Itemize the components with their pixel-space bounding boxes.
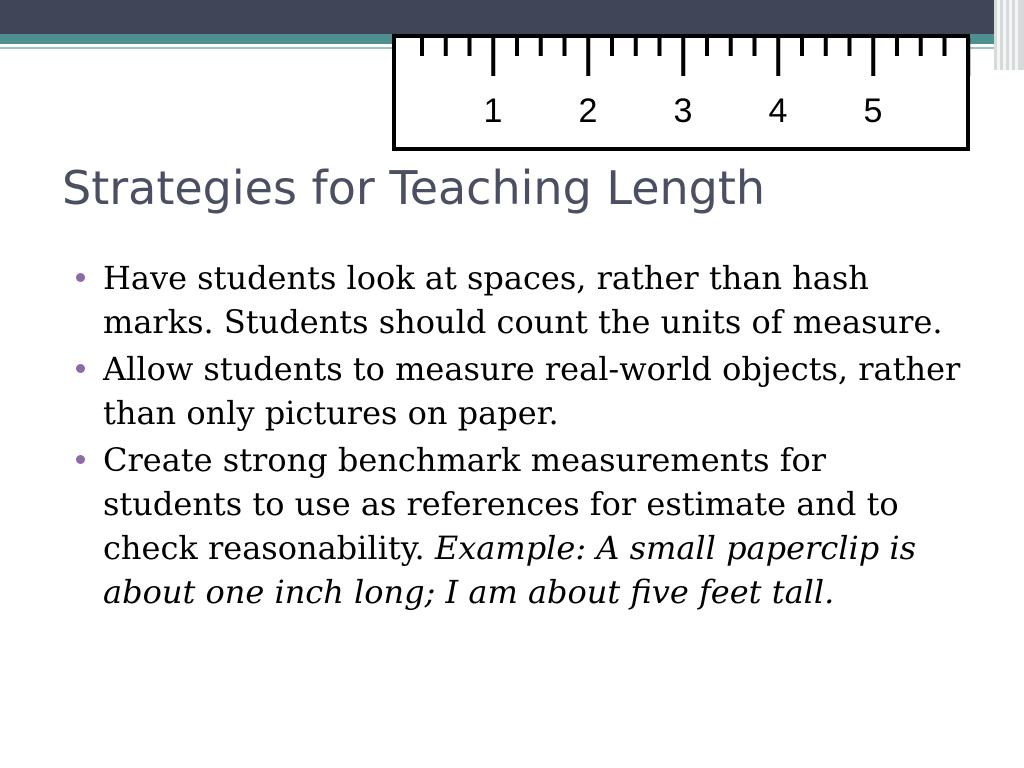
bullet-text: Create strong benchmark measurements for students to use as references for estimate and to check reasonability.: [103, 441, 899, 567]
bullet-dot-icon: [76, 273, 85, 282]
bullet-text: Have students look at spaces, rather than hash marks. Students should count the units of measure.: [103, 259, 943, 341]
ruler-image: [392, 34, 972, 152]
ruler-number-3: 3: [673, 92, 693, 130]
ruler-number-2: 2: [578, 92, 598, 130]
bullet-item-real-world: [74, 347, 974, 435]
bullet-list: [74, 256, 974, 614]
corner-stripes-decoration: [994, 0, 1024, 70]
ruler-number-5: 5: [863, 92, 883, 130]
top-banner: [0, 0, 1024, 34]
bullet-dot-icon: [76, 364, 85, 373]
ruler-number-4: 4: [768, 92, 788, 130]
ruler-number-1: 1: [483, 92, 503, 130]
bullet-dot-icon: [76, 455, 85, 464]
slide-title: Strategies for Teaching Length: [62, 161, 766, 215]
bullet-text: Allow students to measure real-world objects, rather than only pictures on paper.: [103, 350, 961, 432]
bullet-item-spaces: [74, 256, 974, 344]
bullet-example-text: Example: A small paperclip is about one inch long; I am about five feet tall.: [103, 529, 917, 611]
bullet-item-benchmark: [74, 438, 974, 614]
